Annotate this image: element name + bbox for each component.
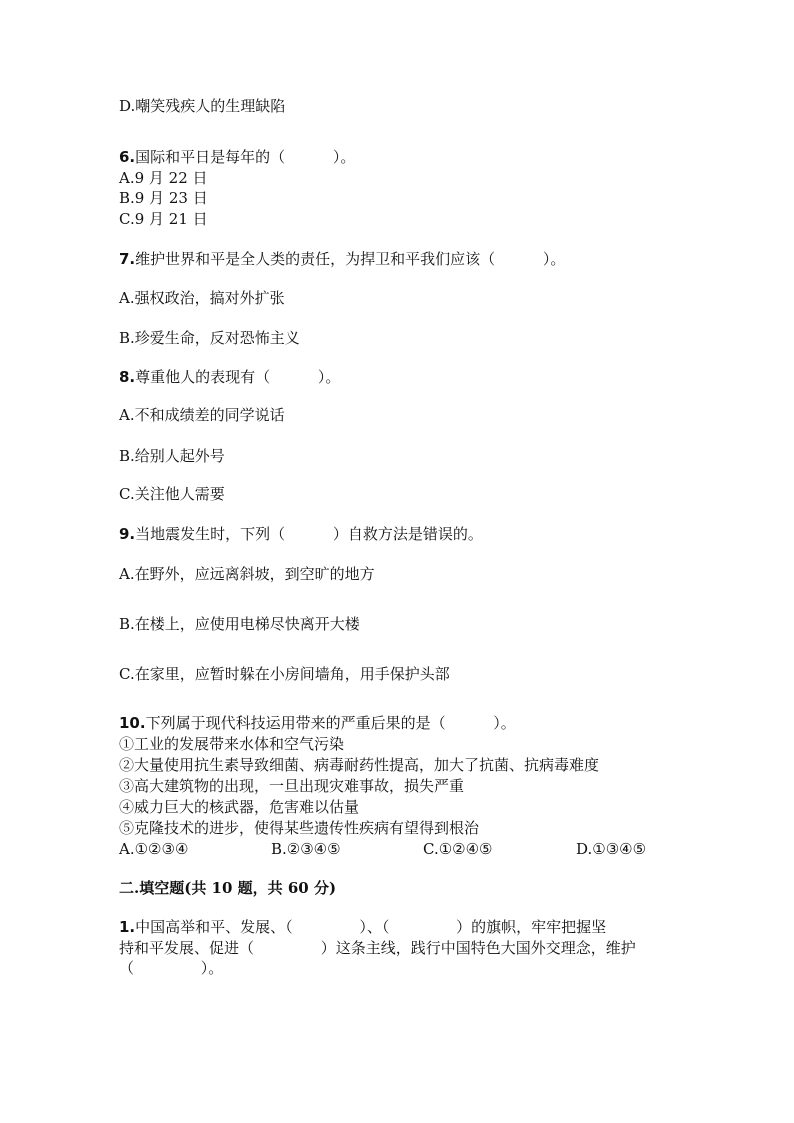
q9-option-c: C.在家里，应暂时躲在小房间墙角，用手保护头部 — [119, 665, 450, 683]
question-stem: 国际和平日是每年的（ ）。 — [135, 148, 356, 166]
question-number: 10. — [119, 714, 146, 732]
question-7 — [119, 249, 565, 269]
q10-item-4: ④威力巨大的核武器，危害难以估量 — [119, 798, 360, 816]
fill-question-1-line-1 — [119, 917, 606, 937]
question-10 — [119, 713, 516, 733]
question-number: 6. — [119, 148, 136, 166]
q10-item-1: ①工业的发展带来水体和空气污染 — [119, 735, 345, 753]
question-stem: 尊重他人的表现有（ ）。 — [135, 368, 341, 386]
question-number: 9. — [119, 525, 136, 543]
question-6 — [119, 147, 355, 167]
q8-option-c: C.关注他人需要 — [119, 485, 225, 503]
q10-option-b: B.②③④⑤ — [271, 840, 341, 858]
q10-item-3: ③高大建筑物的出现，一旦出现灾难事故，损失严重 — [119, 777, 465, 795]
q10-item-2: ②大量使用抗生素导致细菌、病毒耐药性提高，加大了抗菌、抗病毒难度 — [119, 756, 600, 774]
question-stem: 下列属于现代科技运用带来的严重后果的是（ ）。 — [145, 714, 516, 732]
q7-option-b: B.珍爱生命，反对恐怖主义 — [119, 329, 300, 347]
q10-option-d: D.①③④⑤ — [576, 840, 647, 858]
q10-item-5: ⑤克隆技术的进步，使得某些遗传性疾病有望得到根治 — [119, 819, 480, 837]
q6-option-b: B.9 月 23 日 — [119, 189, 208, 207]
question-9 — [119, 524, 483, 544]
fill-question-1-line-2: 持和平发展、促进（ ）这条主线，践行中国特色大国外交理念，维护 — [119, 939, 636, 957]
q7-option-a: A.强权政治，搞对外扩张 — [119, 289, 285, 307]
question-number: 7. — [119, 250, 136, 268]
q9-option-a: A.在野外，应远离斜坡，到空旷的地方 — [119, 565, 375, 583]
question-8 — [119, 367, 340, 387]
fill-question-1-text: 中国高举和平、发展、（ ）、（ ）的旗帜，牢牢把握坚 — [135, 918, 607, 936]
q10-option-a: A.①②③④ — [119, 840, 189, 858]
q5-option-d: D.嘲笑残疾人的生理缺陷 — [119, 97, 286, 115]
question-stem: 维护世界和平是全人类的责任，为捍卫和平我们应该（ ）。 — [135, 250, 566, 268]
q6-option-c: C.9 月 21 日 — [119, 210, 208, 228]
q8-option-b: B.给别人起外号 — [119, 447, 225, 465]
q6-option-a: A.9 月 22 日 — [119, 169, 208, 187]
question-stem: 当地震发生时，下列（ ）自救方法是错误的。 — [135, 525, 483, 543]
q8-option-a: A.不和成绩差的同学说话 — [119, 406, 285, 424]
q10-option-c: C.①②④⑤ — [423, 840, 493, 858]
question-number: 1. — [119, 918, 136, 936]
section-title: 二.填空题(共 10 题，共 60 分) — [119, 879, 337, 897]
fill-question-1-line-3: （ ）。 — [119, 959, 224, 977]
question-number: 8. — [119, 368, 136, 386]
q9-option-b: B.在楼上，应使用电梯尽快离开大楼 — [119, 615, 360, 633]
